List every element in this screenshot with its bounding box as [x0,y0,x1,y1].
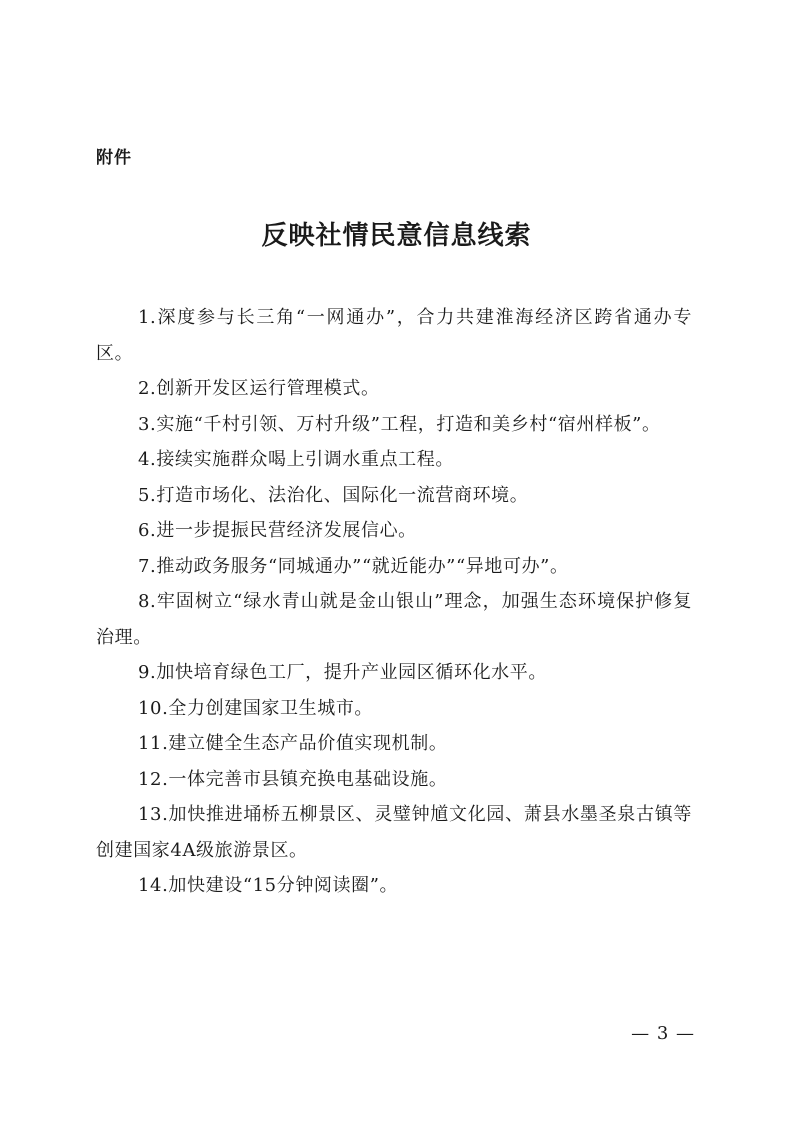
list-item: 6.进一步提振民营经济发展信心。 [138,520,417,541]
document-title: 反映社情民意信息线索 [261,221,532,251]
list-item: 8.牢固树立“绿水青山就是金山银山”理念，加强生态环境保护修复治理。 [96,591,692,648]
list-item: 10.全力创建国家卫生城市。 [138,697,374,719]
list-item: 12.一体完善市县镇充换电基础设施。 [138,768,448,790]
list-item: 5.打造市场化、法治化、国际化一流营商环境。 [138,484,529,506]
list-item: 11.建立健全生态产品价值实现机制。 [138,733,448,754]
page-number: — 3 — [631,1023,695,1044]
list-item: 13.加快推进埇桥五柳景区、灵璧钟馗文化园、萧县水墨圣泉古镇等创建国家4A级旅游景区。 [96,804,692,861]
list-item: 1.深度参与长三角“一网通办”，合力共建淮海经济区跨省通办专区。 [96,307,692,364]
list-item: 4.接续实施群众喝上引调水重点工程。 [138,449,454,470]
list-item: 14.加快建设“15分钟阅读圈”。 [138,875,399,896]
list-item: 2.创新开发区运行管理模式。 [138,378,380,399]
clue-list [96,300,692,904]
attachment-label: 附件 [96,148,132,168]
list-item: 7.推动政务服务“同城通办”“就近能办”“异地可办”。 [138,555,569,577]
list-item: 3.实施“千村引领、万村升级”工程，打造和美乡村“宿州样板”。 [138,413,661,435]
list-item: 9.加快培育绿色工厂，提升产业园区循环化水平。 [138,662,547,683]
